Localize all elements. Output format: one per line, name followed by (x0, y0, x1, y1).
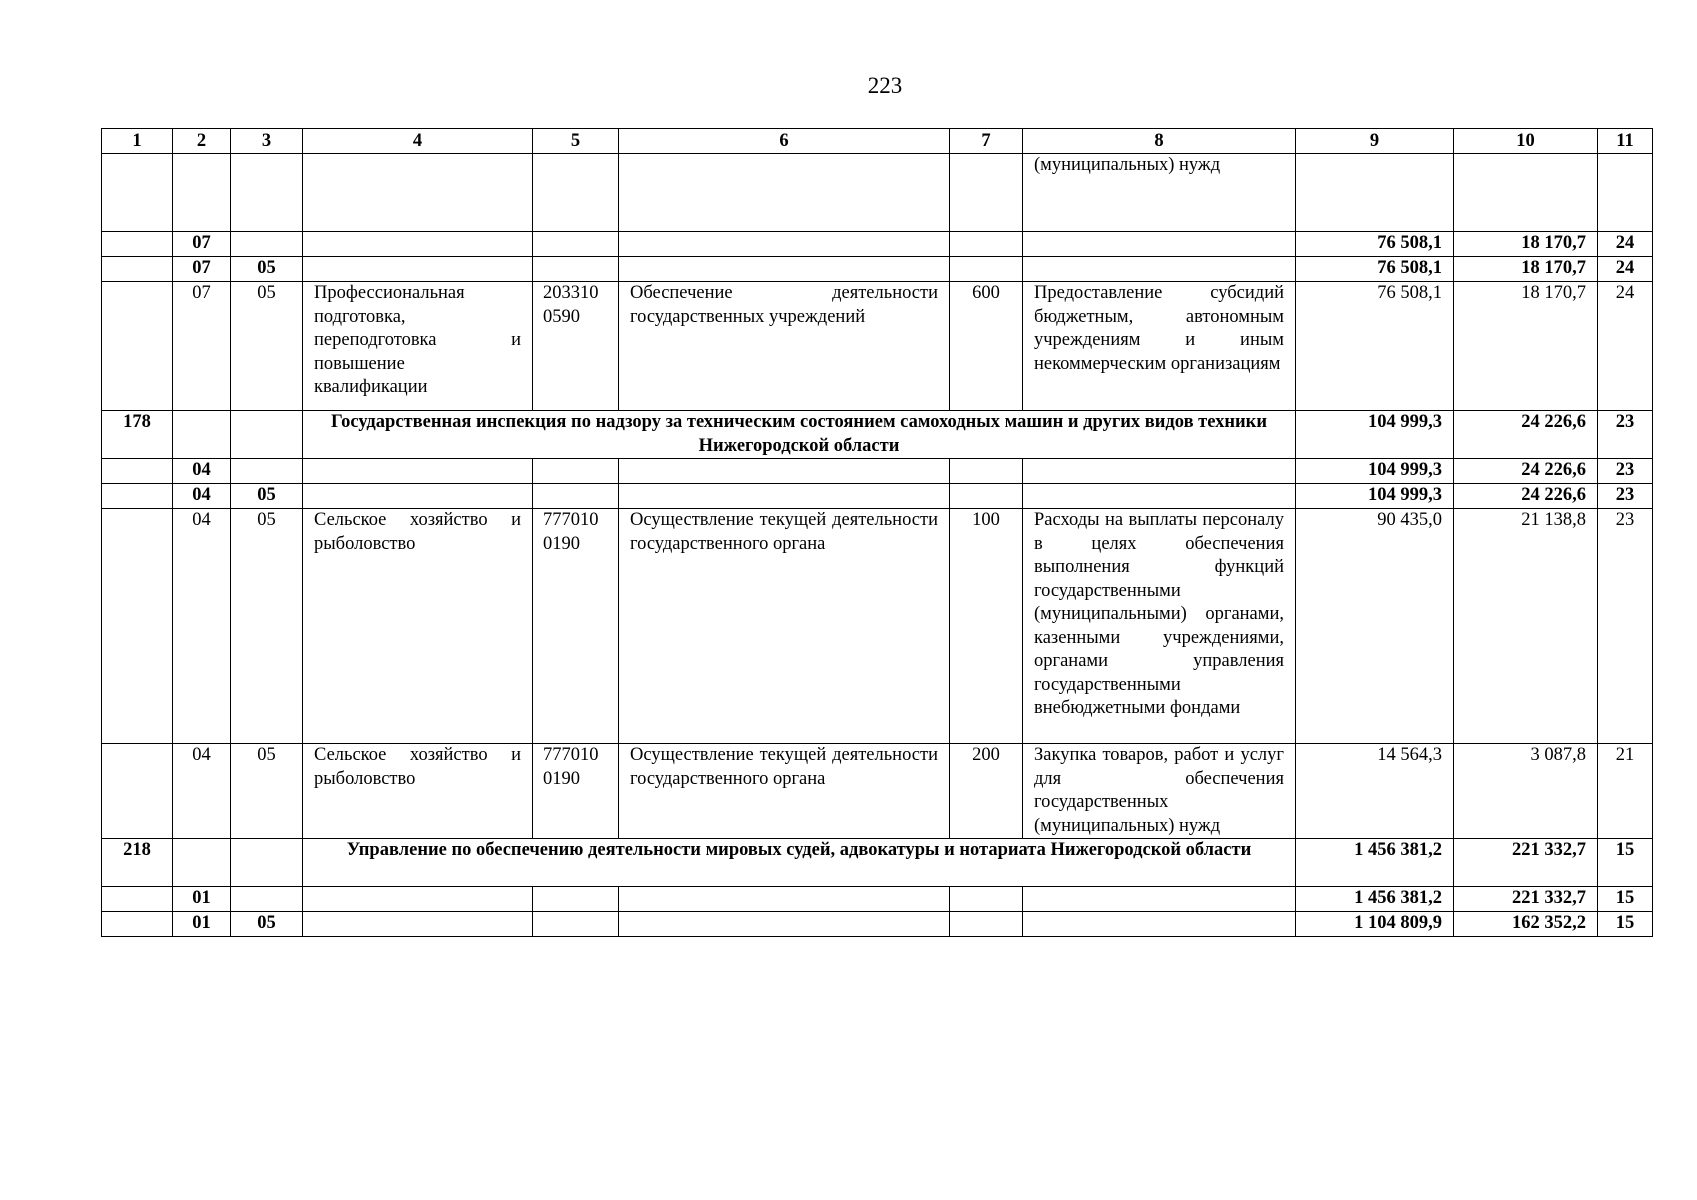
amount-approved: 1 104 809,9 (1296, 912, 1454, 937)
table-row (102, 887, 1653, 912)
cell (619, 257, 950, 282)
cell (102, 887, 173, 912)
cell (619, 154, 950, 232)
table-row (102, 257, 1653, 282)
section-code: 07 (173, 282, 231, 411)
cell (173, 839, 231, 887)
target-article-code: 777010 0190 (533, 744, 619, 839)
amount-approved: 1 456 381,2 (1296, 887, 1454, 912)
cell (1023, 459, 1296, 484)
amount-executed: 24 226,6 (1454, 411, 1598, 459)
percent: 23 (1598, 411, 1653, 459)
subsection-name: Сельское хозяйство и рыболовство (303, 744, 533, 839)
column-header: 8 (1023, 129, 1296, 154)
cell (533, 459, 619, 484)
page-number: 223 (867, 73, 903, 98)
percent: 24 (1598, 257, 1653, 282)
ministry-name: Государственная инспекция по надзору за техническим состоянием самоходных машин и других видов техники Нижегородской области (303, 411, 1296, 459)
subsection-code: 05 (231, 282, 303, 411)
cell (533, 484, 619, 509)
amount-approved: 14 564,3 (1296, 744, 1454, 839)
percent: 24 (1598, 282, 1653, 411)
cell (231, 154, 303, 232)
column-header: 11 (1598, 129, 1653, 154)
cell (303, 154, 533, 232)
amount-approved: 104 999,3 (1296, 484, 1454, 509)
cell (102, 509, 173, 744)
cell (1023, 232, 1296, 257)
amount-approved: 104 999,3 (1296, 459, 1454, 484)
cell (950, 232, 1023, 257)
cell (1023, 257, 1296, 282)
cell (231, 887, 303, 912)
percent: 23 (1598, 509, 1653, 744)
table-row (102, 232, 1653, 257)
column-header: 6 (619, 129, 950, 154)
cell (102, 232, 173, 257)
amount-executed: 21 138,8 (1454, 509, 1598, 744)
cell (1454, 154, 1598, 232)
cell (619, 912, 950, 937)
cell (1023, 887, 1296, 912)
cell (533, 232, 619, 257)
cell (303, 484, 533, 509)
cell (173, 411, 231, 459)
amount-executed: 162 352,2 (1454, 912, 1598, 937)
cell (102, 744, 173, 839)
cell (231, 459, 303, 484)
expense-type: (муниципальных) нужд (1023, 154, 1296, 232)
budget-table (101, 128, 1653, 937)
percent: 15 (1598, 887, 1653, 912)
cell (231, 839, 303, 887)
section-code: 04 (173, 744, 231, 839)
target-article-name: Обеспечение деятельности государственных учреждений (619, 282, 950, 411)
table-row (102, 484, 1653, 509)
percent: 24 (1598, 232, 1653, 257)
cell (231, 232, 303, 257)
amount-executed: 3 087,8 (1454, 744, 1598, 839)
column-header: 3 (231, 129, 303, 154)
cell (231, 411, 303, 459)
cell (102, 484, 173, 509)
column-header: 9 (1296, 129, 1454, 154)
table-row (102, 509, 1653, 744)
subsection-name: Профессиональная подготовка, переподготовка и повышение квалификации (303, 282, 533, 411)
table-row (102, 912, 1653, 937)
section-code: 04 (173, 459, 231, 484)
amount-executed: 24 226,6 (1454, 484, 1598, 509)
column-header: 7 (950, 129, 1023, 154)
cell (1598, 154, 1653, 232)
subsection-code: 05 (231, 484, 303, 509)
table-row (102, 154, 1653, 232)
section-code: 01 (173, 887, 231, 912)
cell (102, 459, 173, 484)
cell (173, 154, 231, 232)
section-code: 04 (173, 484, 231, 509)
cell (303, 459, 533, 484)
target-article-code: 777010 0190 (533, 509, 619, 744)
ministry-name: Управление по обеспечению деятельности мировых судей, адвокатуры и нотариата Нижегородской области (303, 839, 1296, 887)
table-row (102, 411, 1653, 459)
cell (619, 232, 950, 257)
target-article-name: Осуществление текущей деятельности государственного органа (619, 744, 950, 839)
cell (102, 912, 173, 937)
ministry-code: 178 (102, 411, 173, 459)
cell (950, 257, 1023, 282)
subsection-code: 05 (231, 257, 303, 282)
cell (950, 484, 1023, 509)
expense-type: Расходы на выплаты персоналу в целях обеспечения выполнения функций государственными (муниципальными) органами, казенными учреждениями, органами управления государственными внебюджетными фондами (1023, 509, 1296, 744)
cell (533, 154, 619, 232)
target-article-name: Осуществление текущей деятельности государственного органа (619, 509, 950, 744)
amount-approved: 1 456 381,2 (1296, 839, 1454, 887)
cell (303, 912, 533, 937)
amount-executed: 24 226,6 (1454, 459, 1598, 484)
cell (950, 459, 1023, 484)
amount-approved: 104 999,3 (1296, 411, 1454, 459)
amount-approved: 90 435,0 (1296, 509, 1454, 744)
cell (619, 459, 950, 484)
cell (303, 887, 533, 912)
section-code: 04 (173, 509, 231, 744)
section-code: 01 (173, 912, 231, 937)
amount-executed: 221 332,7 (1454, 887, 1598, 912)
expense-type-code: 200 (950, 744, 1023, 839)
cell (303, 257, 533, 282)
subsection-name: Сельское хозяйство и рыболовство (303, 509, 533, 744)
cell (533, 257, 619, 282)
cell (533, 912, 619, 937)
table-row (102, 839, 1653, 887)
subsection-code: 05 (231, 744, 303, 839)
amount-approved: 76 508,1 (1296, 257, 1454, 282)
ministry-code: 218 (102, 839, 173, 887)
cell (619, 484, 950, 509)
cell (950, 912, 1023, 937)
cell (1023, 912, 1296, 937)
cell (950, 154, 1023, 232)
subsection-code: 05 (231, 912, 303, 937)
header-row (102, 129, 1653, 154)
amount-executed: 18 170,7 (1454, 232, 1598, 257)
subsection-code: 05 (231, 509, 303, 744)
amount-executed: 221 332,7 (1454, 839, 1598, 887)
table-row (102, 459, 1653, 484)
target-article-code: 203310 0590 (533, 282, 619, 411)
amount-approved: 76 508,1 (1296, 232, 1454, 257)
percent: 21 (1598, 744, 1653, 839)
expense-type-code: 100 (950, 509, 1023, 744)
percent: 15 (1598, 912, 1653, 937)
cell (102, 282, 173, 411)
expense-type: Закупка товаров, работ и услуг для обеспечения государственных (муниципальных) нужд (1023, 744, 1296, 839)
column-header: 2 (173, 129, 231, 154)
cell (533, 887, 619, 912)
column-header: 4 (303, 129, 533, 154)
cell (950, 887, 1023, 912)
cell (303, 232, 533, 257)
percent: 15 (1598, 839, 1653, 887)
amount-approved: 76 508,1 (1296, 282, 1454, 411)
column-header: 5 (533, 129, 619, 154)
amount-executed: 18 170,7 (1454, 282, 1598, 411)
amount-executed: 18 170,7 (1454, 257, 1598, 282)
section-code: 07 (173, 232, 231, 257)
cell (1296, 154, 1454, 232)
table-row (102, 282, 1653, 411)
cell (102, 154, 173, 232)
column-header: 10 (1454, 129, 1598, 154)
cell (1023, 484, 1296, 509)
section-code: 07 (173, 257, 231, 282)
expense-type-code: 600 (950, 282, 1023, 411)
cell (102, 257, 173, 282)
percent: 23 (1598, 459, 1653, 484)
table-row (102, 744, 1653, 839)
column-header: 1 (102, 129, 173, 154)
expense-type: Предоставление субсидий бюджетным, автономным учреждениям и иным некоммерческим организациям (1023, 282, 1296, 411)
percent: 23 (1598, 484, 1653, 509)
cell (619, 887, 950, 912)
